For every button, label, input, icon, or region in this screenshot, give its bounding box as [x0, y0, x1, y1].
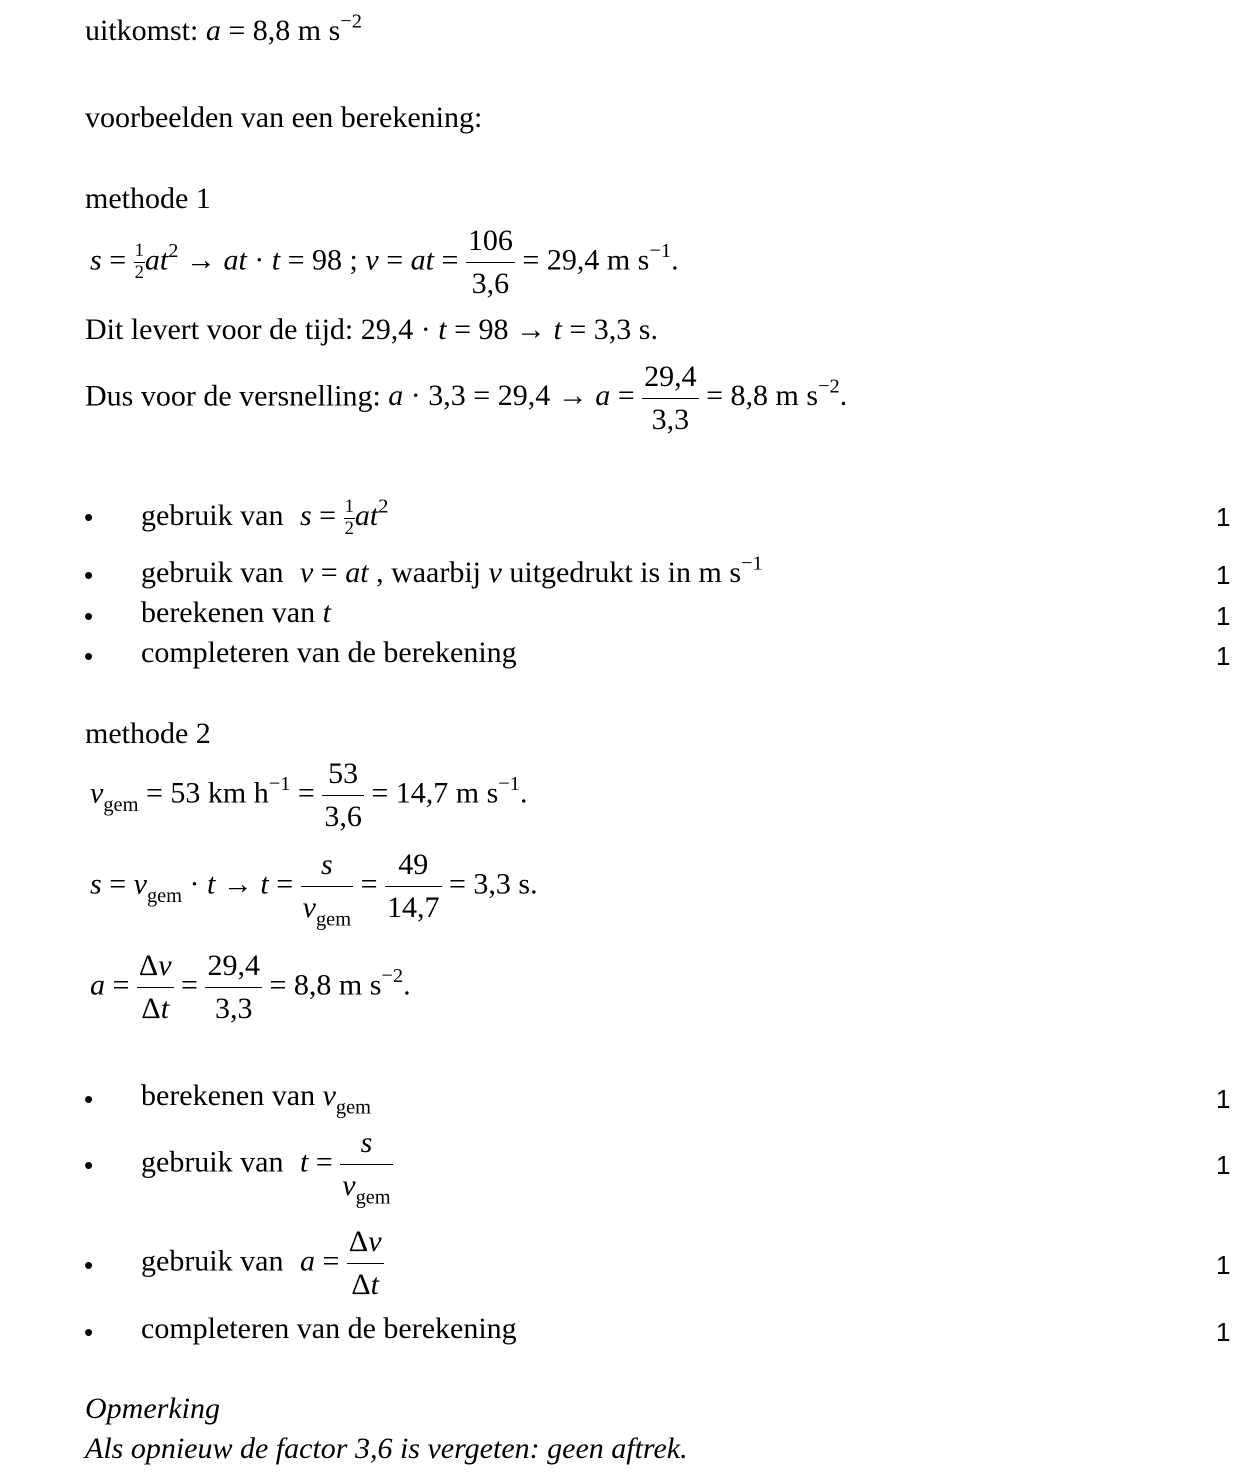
- result-formula: a = 8,8 m $s^{-2}$: [205, 10, 362, 47]
- bullet-icon: •: [84, 502, 94, 532]
- method2-score-1: 1: [1216, 1084, 1231, 1114]
- bullet-icon: •: [84, 1084, 94, 1114]
- method1-time-line: [85, 315, 658, 345]
- method1-criterion-1: gebruik van s = $\frac{1}{2}$ $at^2$: [141, 495, 389, 539]
- note-text: Als opnieuw de factor 3,6 is vergeten: geen aftrek.: [85, 1432, 688, 1465]
- method1-time-text: Dit levert voor de tijd:: [85, 313, 354, 346]
- bullet-icon: •: [84, 601, 94, 631]
- method1-accel-line: [85, 362, 847, 435]
- method2-criterion-2: gebruik van t = $\frac{s}{v_{gem}}$: [141, 1126, 391, 1209]
- bullet-icon: •: [84, 1250, 94, 1280]
- method2-criterion-4: completeren van de berekening: [141, 1312, 517, 1345]
- method1-accel-formula: a · 3,3 = 29,4 → a = $\frac{29,4}{3,3}$ = 8,8 m $s^{-2}$.: [388, 360, 848, 436]
- method2-score-4: 1: [1216, 1317, 1231, 1347]
- method2-equation-1: $v_{gem} = 53$ km $h^{-1}$ = $\frac{53}{3,6}$ = 14,7 m $s^{-1}$.: [90, 757, 528, 833]
- method1-criterion-2: gebruik van v = at , waarbij v uitgedrukt is in m $s^{-1}$: [141, 552, 763, 589]
- method2-equation-2: $s = v_{gem} \cdot t \to t$ = $\frac{s}{v_{gem}}$ = $\frac{49}{14,7}$ = 3,3 s.: [90, 848, 538, 931]
- bullet-icon: •: [84, 1317, 94, 1347]
- method1-accel-text: Dus voor de versnelling:: [85, 379, 381, 413]
- method1-time-formula: 29,4 · t = 98 → t = 3,3 s.: [360, 313, 658, 346]
- bullet-icon: •: [84, 560, 94, 590]
- method1-score-3: 1: [1216, 601, 1231, 631]
- bullet-icon: •: [84, 641, 94, 671]
- method1-score-4: 1: [1216, 641, 1231, 671]
- examples-heading: voorbeelden van een berekening:: [85, 101, 483, 134]
- result-label: uitkomst:: [85, 14, 199, 47]
- result-line: [85, 10, 362, 47]
- method1-title: methode 1: [85, 182, 211, 215]
- method2-title: methode 2: [85, 717, 211, 750]
- method1-score-1: 1: [1216, 502, 1231, 532]
- method2-score-2: 1: [1216, 1150, 1231, 1180]
- method2-criterion-1: berekenen van $v_{gem}$: [141, 1079, 372, 1119]
- method1-score-2: 1: [1216, 560, 1231, 590]
- method1-criterion-3: berekenen van t: [141, 596, 331, 629]
- method2-criterion-3: gebruik van a = $\frac{\Delta v}{\Delta t}$: [141, 1225, 382, 1301]
- method2-equation-3: a = $\frac{\Delta v}{\Delta t}$ = $\frac{29,4}{3,3}$ = 8,8 m $s^{-2}$.: [90, 949, 411, 1025]
- method1-criterion-4: completeren van de berekening: [141, 636, 517, 669]
- bullet-icon: •: [84, 1150, 94, 1180]
- method2-score-3: 1: [1216, 1250, 1231, 1280]
- note-title: Opmerking: [85, 1392, 220, 1425]
- method1-equation-1: s = $\frac{1}{2}$ $at^2$ → at · t = 98 ; v = at = $\frac{106}{3,6}$ = 29,4 m $s^{-1}$.: [90, 224, 679, 300]
